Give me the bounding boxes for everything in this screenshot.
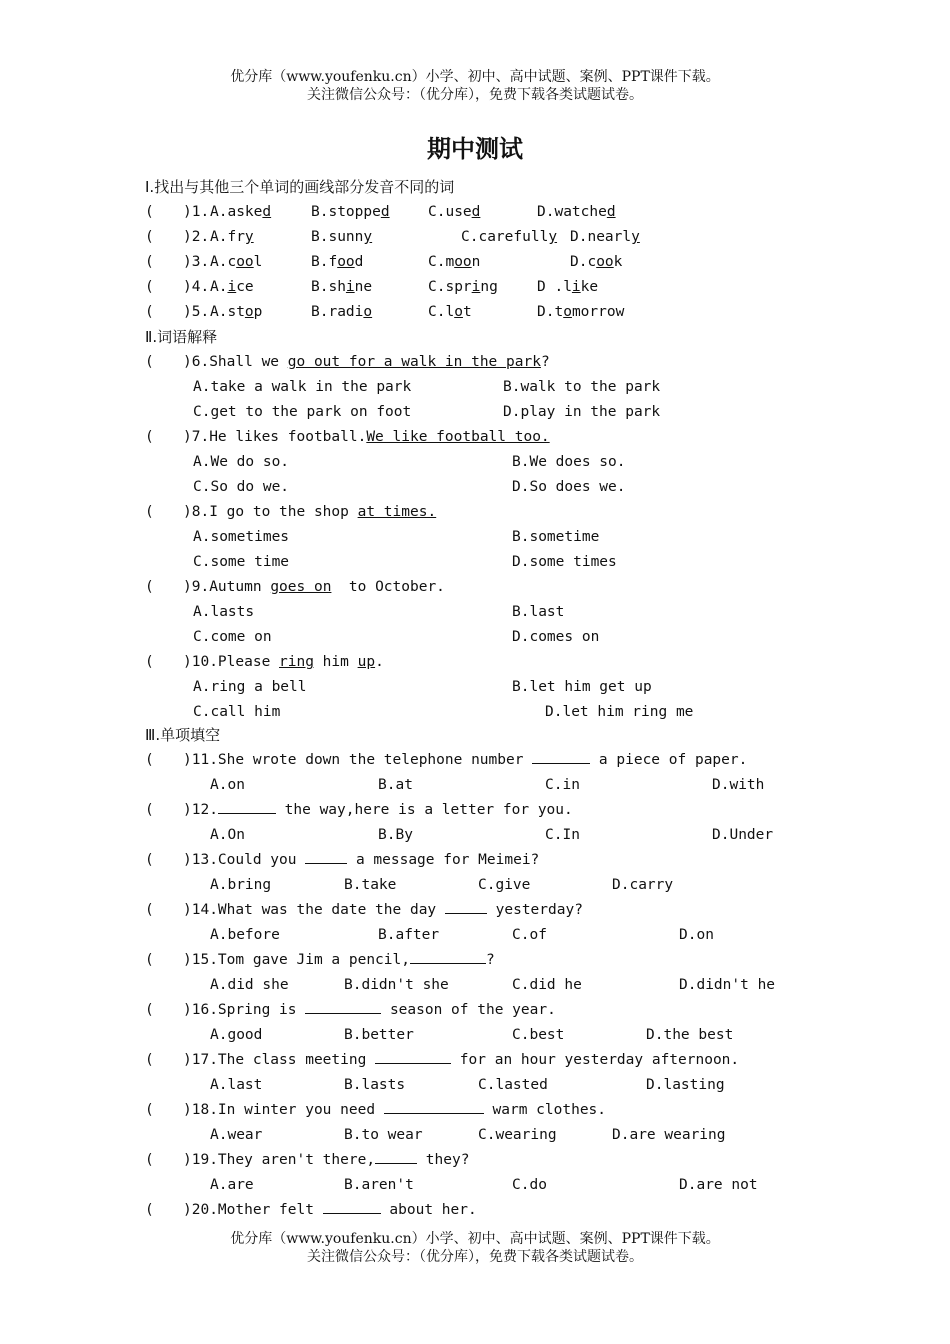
option-b: B.stopped [311, 204, 390, 220]
option-b: B.let him get up [512, 679, 652, 695]
option-d: D.are not [679, 1177, 758, 1193]
question-10-options-ab [0, 675, 950, 700]
option-b: B.to wear [344, 1127, 423, 1143]
question-19: ( )19.They aren't there, they? [0, 1148, 950, 1173]
question-14: ( )14.What was the date the day yesterday? [0, 898, 950, 923]
question-7: ( )7.He likes football.We like football too. [145, 429, 550, 445]
option-b: B.better [344, 1027, 414, 1043]
option-a: A.lasts [193, 604, 255, 620]
answer-blank[interactable] [305, 999, 381, 1014]
answer-blank[interactable] [532, 749, 590, 764]
option-d: D.comes on [512, 629, 600, 645]
question-17-options [0, 1073, 950, 1098]
option-d: D.play in the park [503, 404, 661, 420]
option-d: D.are wearing [612, 1127, 726, 1143]
option-a: A.sometimes [193, 529, 290, 545]
question-1: ( )1. A.asked B.stopped C.used D.watched [0, 200, 950, 225]
question-11-options [0, 773, 950, 798]
option-c: C.in [545, 777, 580, 793]
option-b: B.sunny [311, 229, 373, 245]
question-16-options [0, 1023, 950, 1048]
option-a: A.ice [210, 279, 254, 295]
question-15: ( )15.Tom gave Jim a pencil, ? [0, 948, 950, 973]
option-a: A.stop [210, 304, 263, 320]
question-7-options-cd [0, 475, 950, 500]
option-d: D.watched [537, 204, 616, 220]
question-6-options-cd [0, 400, 950, 425]
option-a: A.We do so. [193, 454, 290, 470]
question-6-options-ab [0, 375, 950, 400]
option-d: D.the best [646, 1027, 734, 1043]
option-c: C.used [428, 204, 481, 220]
option-b: B.food [311, 254, 364, 270]
header-line-1: 优分库（www.youfenku.cn）小学、初中、高中试题、案例、PPT课件下载。 [230, 69, 720, 85]
page-title: 期中测试 [427, 135, 523, 163]
option-d: D.nearly [570, 229, 640, 245]
question-9-options-cd [0, 625, 950, 650]
question-8-options-cd [0, 550, 950, 575]
option-c: C.do [512, 1177, 547, 1193]
option-a: A.did she [210, 977, 289, 993]
option-d: D.with [712, 777, 765, 793]
option-a: A.good [210, 1027, 263, 1043]
answer-blank[interactable] [375, 1049, 451, 1064]
option-d: D .like [537, 279, 599, 295]
footer-line-2: 关注微信公众号：（优分库），免费下载各类试题试卷。 [307, 1249, 643, 1265]
option-c: C.carefully [461, 229, 558, 245]
section-2-heading: Ⅱ.词语解释 [145, 328, 218, 346]
header-line-2: 关注微信公众号：（优分库），免费下载各类试题试卷。 [307, 87, 643, 103]
option-d: D.didn't he [679, 977, 776, 993]
option-c: C.So do we. [193, 479, 290, 495]
question-8-options-ab [0, 525, 950, 550]
answer-blank[interactable] [445, 899, 487, 914]
option-b: B.radio [311, 304, 373, 320]
option-b: B.lasts [344, 1077, 406, 1093]
question-10-options-cd [0, 700, 950, 725]
option-d: D.Under [712, 827, 774, 843]
question-13: ( )13.Could you a message for Meimei? [0, 848, 950, 873]
question-16: ( )16.Spring is season of the year. [0, 998, 950, 1023]
option-c: C.wearing [478, 1127, 557, 1143]
option-c: C.In [545, 827, 580, 843]
option-c: C.get to the park on foot [193, 404, 412, 420]
option-b: B.We does so. [512, 454, 626, 470]
question-12: ( )12. the way,here is a letter for you. [0, 798, 950, 823]
question-9-options-ab [0, 600, 950, 625]
option-a: A.take a walk in the park [193, 379, 412, 395]
option-b: B.By [378, 827, 413, 843]
option-d: D.some times [512, 554, 617, 570]
section-1-heading: Ⅰ.找出与其他三个单词的画线部分发音不同的词 [145, 178, 455, 196]
option-a: A.wear [210, 1127, 263, 1143]
option-d: D.carry [612, 877, 674, 893]
question-2: ( )2. A.fry B.sunny C.carefully D.nearly [0, 225, 950, 250]
option-b: B.after [378, 927, 440, 943]
answer-blank[interactable] [305, 849, 347, 864]
question-4: ( )4. A.ice B.shine C.spring D .like [0, 275, 950, 300]
answer-blank[interactable] [218, 799, 276, 814]
option-a: A.fry [210, 229, 254, 245]
answer-blank[interactable] [410, 949, 486, 964]
option-c: C.call him [193, 704, 281, 720]
option-c: C.did he [512, 977, 582, 993]
question-8: ( )8.I go to the shop at times. [145, 504, 437, 520]
option-d: D.So does we. [512, 479, 626, 495]
option-d: D.on [679, 927, 714, 943]
question-6: ( )6.Shall we go out for a walk in the park? [145, 354, 550, 370]
option-c: C.come on [193, 629, 272, 645]
question-12-options [0, 823, 950, 848]
question-20: ( )20.Mother felt about her. [0, 1198, 950, 1223]
section-3-heading: Ⅲ.单项填空 [145, 726, 221, 744]
option-a: A.ring a bell [193, 679, 307, 695]
question-11: ( )11.She wrote down the telephone number a piece of paper. [0, 748, 950, 773]
answer-blank[interactable] [384, 1099, 484, 1114]
option-c: C.spring [428, 279, 498, 295]
page-header [0, 68, 950, 104]
option-a: A.are [210, 1177, 254, 1193]
question-5: ( )5. A.stop B.radio C.lot D.tomorrow [0, 300, 950, 325]
option-a: A.cool [210, 254, 263, 270]
option-a: A.On [210, 827, 245, 843]
option-b: B.last [512, 604, 565, 620]
question-15-options [0, 973, 950, 998]
option-b: B.shine [311, 279, 373, 295]
option-c: C.moon [428, 254, 481, 270]
option-d: D.lasting [646, 1077, 725, 1093]
page-footer [0, 1230, 950, 1266]
answer-blank[interactable] [323, 1199, 381, 1214]
question-18-options [0, 1123, 950, 1148]
option-d: D.cook [570, 254, 623, 270]
question-13-options [0, 873, 950, 898]
question-9: ( )9.Autumn goes on to October. [145, 579, 445, 595]
option-c: C.of [512, 927, 547, 943]
option-a: A.before [210, 927, 280, 943]
option-d: D.let him ring me [545, 704, 694, 720]
option-b: B.walk to the park [503, 379, 661, 395]
option-c: C.lot [428, 304, 472, 320]
option-b: B.aren't [344, 1177, 414, 1193]
option-b: B.didn't she [344, 977, 449, 993]
question-10: ( )10.Please ring him up. [145, 654, 384, 670]
option-c: C.some time [193, 554, 290, 570]
option-b: B.sometime [512, 529, 600, 545]
answer-blank[interactable] [375, 1149, 417, 1164]
question-3: ( )3. A.cool B.food C.moon D.cook [0, 250, 950, 275]
option-b: B.at [378, 777, 413, 793]
option-a: A.on [210, 777, 245, 793]
question-7-options-ab [0, 450, 950, 475]
footer-line-1: 优分库（www.youfenku.cn）小学、初中、高中试题、案例、PPT课件下载。 [230, 1231, 720, 1247]
option-c: C.best [512, 1027, 565, 1043]
option-d: D.tomorrow [537, 304, 625, 320]
question-17: ( )17.The class meeting for an hour yesterday afternoon. [0, 1048, 950, 1073]
option-a: A.last [210, 1077, 263, 1093]
option-a: A.asked [210, 204, 272, 220]
option-c: C.lasted [478, 1077, 548, 1093]
question-14-options [0, 923, 950, 948]
question-19-options [0, 1173, 950, 1198]
option-b: B.take [344, 877, 397, 893]
option-a: A.bring [210, 877, 272, 893]
option-c: C.give [478, 877, 531, 893]
question-18: ( )18.In winter you need warm clothes. [0, 1098, 950, 1123]
